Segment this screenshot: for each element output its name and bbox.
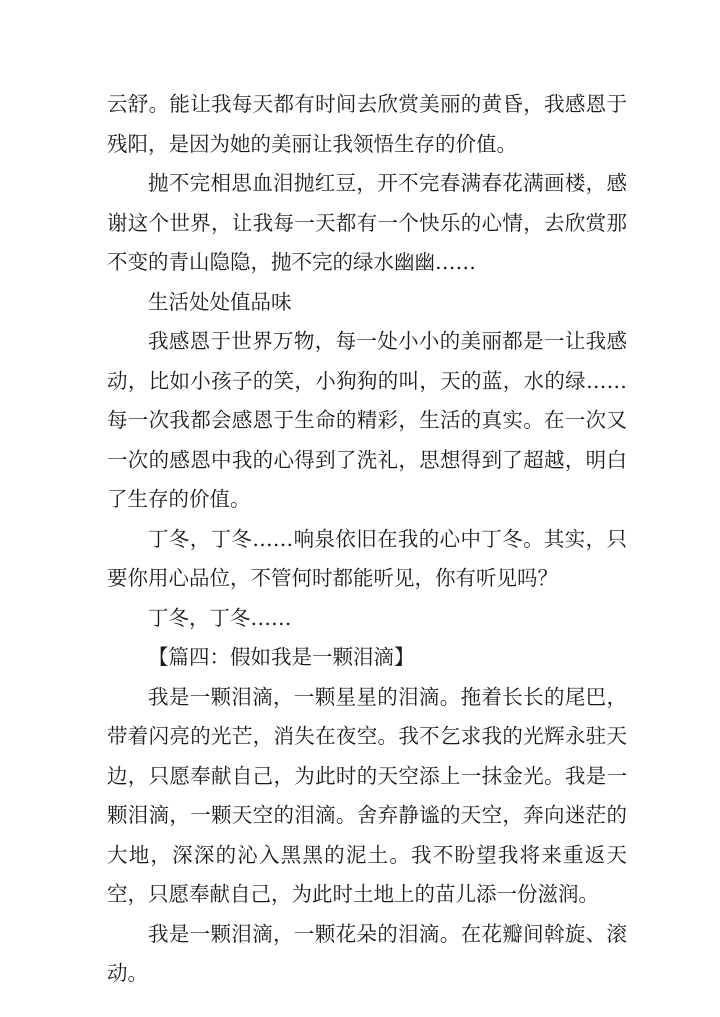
paragraph: 抛不完相思血泪抛红豆，开不完春满春花满画楼，感谢这个世界，让我每一天都有一个快乐的心情，去欣赏那不变的青山隐隐，抛不完的绿水幽幽…… <box>107 171 627 274</box>
paragraph: 丁冬，丁冬…… <box>148 605 292 630</box>
section-heading: 生活处处值品味 <box>148 289 292 314</box>
paragraph: 云舒。能让我每天都有时间去欣赏美丽的黄昏，我感恩于残阳，是因为她的美丽让我领悟生存的价值。 <box>107 92 627 156</box>
document-body <box>107 85 627 994</box>
paragraph: 丁冬，丁冬……响泉依旧在我的心中丁冬。其实，只要你用心品位，不管何时都能听见，你有听见吗？ <box>107 526 627 590</box>
paragraph: 我感恩于世界万物，每一处小小的美丽都是一让我感动，比如小孩子的笑，小狗狗的叫，天的蓝，水的绿……每一次我都会感恩于生命的精彩，生活的真实。在一次又一次的感恩中我的心得到了洗礼，思想得到了超越，明白了生存的价值。 <box>107 329 627 511</box>
paragraph: 我是一颗泪滴，一颗花朵的泪滴。在花瓣间斡旋、滚动。 <box>107 921 627 985</box>
paragraph: 我是一颗泪滴，一颗星星的泪滴。拖着长长的尾巴，带着闪亮的光芒，消失在夜空。我不乞求我的光辉永驻天边，只愿奉献自己，为此时的天空添上一抹金光。我是一颗泪滴，一颗天空的泪滴。舍弃静谧的天空，奔向迷茫的大地，深深的沁入黑黑的泥土。我不盼望我将来重返天空，只愿奉献自己，为此时土地上的苗儿添一份滋润。 <box>107 684 627 906</box>
chapter-title: 【篇四：假如我是一颗泪滴】 <box>148 645 415 669</box>
